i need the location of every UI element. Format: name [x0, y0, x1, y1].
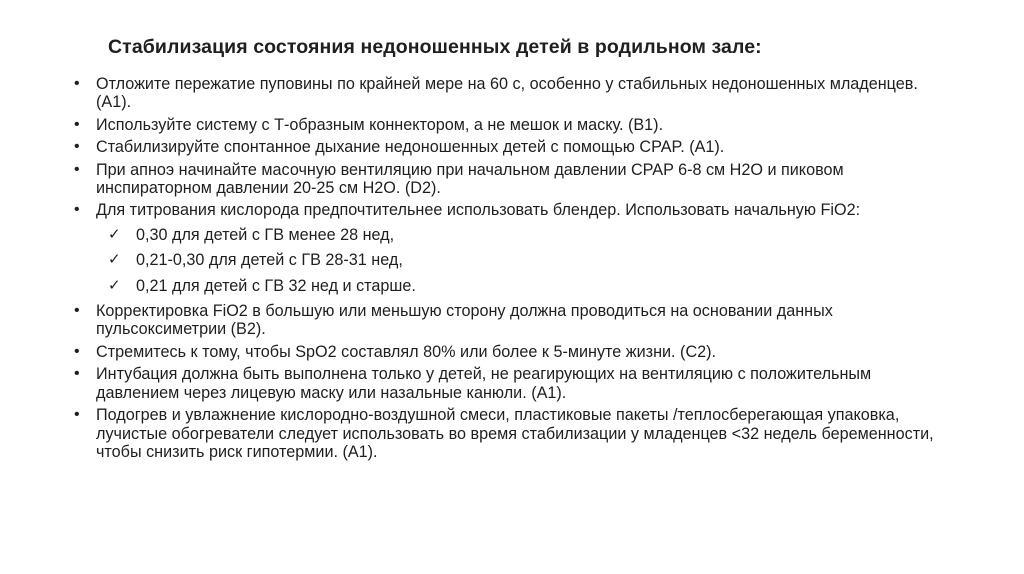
bullet-icon: • [74, 342, 80, 360]
list-item-text: При апноэ начинайте масочную вентиляцию при начальном давлении CPAP 6-8 см H2O и пиковом инспираторном давлении 20-25 см H2O. (D2). [96, 160, 844, 198]
sub-list-item [96, 251, 952, 269]
list-item-text: Используйте систему с Т-образным коннектором, а не мешок и маску. (B1). [96, 115, 664, 134]
slide-title: Стабилизация состояния недоношенных детей в родильном зале: [108, 36, 762, 58]
list-item-text: Стабилизируйте спонтанное дыхание недоношенных детей с помощью CPAP. (А1). [96, 138, 725, 157]
list-item [72, 343, 952, 361]
sub-list-item [96, 277, 952, 295]
list-item [72, 75, 952, 112]
list-item-text: Подогрев и увлажнение кислородно-воздушной смеси, пластиковые пакеты /теплосберегающая упаковка, лучистые обогреватели следует использовать во время стабилизации у младенцев <32 недель беременности, чтобы снизить риск гипотермии. (А1). [96, 406, 934, 461]
list-item-text: Стремитесь к тому, чтобы SpO2 составлял 80% или более к 5-минуте жизни. (С2). [96, 342, 717, 361]
list-item-text: Для титрования кислорода предпочтительнее использовать блендер. Использовать начальную FiO2: [96, 201, 861, 220]
bullet-icon: • [74, 160, 80, 178]
list-item [72, 406, 952, 461]
bullet-icon: • [74, 75, 80, 92]
bullet-icon: • [74, 201, 80, 219]
list-item-text: Интубация должна быть выполнена только у детей, не реагирующих на вентиляцию с положительным давлением через лицевую маску или назальные канюли. (А1). [96, 365, 872, 402]
bullet-icon: • [74, 138, 80, 156]
sub-list-item-text: 0,21-0,30 для детей с ГВ 28-31 нед, [136, 251, 403, 270]
list-item [72, 302, 952, 339]
list-item [72, 161, 952, 198]
bullet-icon: • [74, 302, 80, 320]
list-item [72, 116, 952, 134]
checkmark-icon: ✓ [108, 276, 121, 294]
bullet-icon: • [74, 406, 80, 424]
bullet-list [72, 75, 952, 465]
sub-list [96, 226, 952, 295]
bullet-icon: • [74, 365, 80, 383]
bullet-icon: • [74, 115, 80, 133]
list-item [72, 365, 952, 402]
list-item [72, 138, 952, 156]
list-item-text: Корректировка FiO2 в большую или меньшую сторону должна проводиться на основании данных пульсоксиметрии (B2). [96, 302, 833, 339]
checkmark-icon: ✓ [108, 225, 121, 243]
sub-list-item-text: 0,30 для детей с ГВ менее 28 нед, [136, 225, 395, 244]
sub-list-item-text: 0,21 для детей с ГВ 32 нед и старше. [136, 276, 416, 295]
checkmark-icon: ✓ [108, 251, 121, 269]
list-item-text: Отложите пережатие пуповины по крайней мере на 60 с, особенно у стабильных недоношенных младенцев. (А1). [96, 75, 918, 112]
list-item [72, 201, 952, 295]
sub-list-item [96, 226, 952, 244]
